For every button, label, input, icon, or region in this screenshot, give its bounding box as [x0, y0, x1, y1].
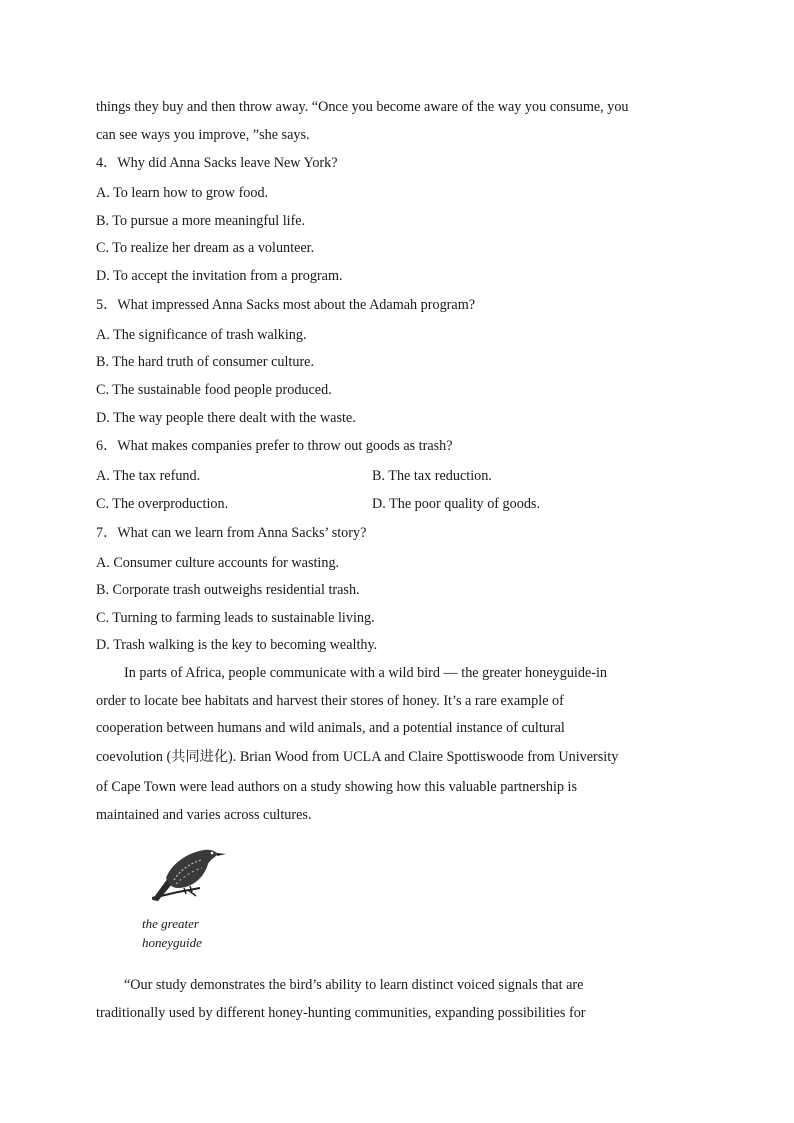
passage-line: can see ways you improve, ”she says. [96, 127, 310, 143]
answer-option: D. Trash walking is the key to becoming wealthy. [96, 637, 378, 653]
passage-line: order to locate bee habitats and harvest their stores of honey. It’s a rare example of [96, 693, 564, 709]
answer-option: C. Turning to farming leads to sustainable living. [96, 610, 375, 626]
passage-line: coevolution (共同进化). Brian Wood from UCLA and Claire Spottiswoode from University [96, 749, 619, 765]
answer-option: B. Corporate trash outweighs residential trash. [96, 582, 360, 598]
passage-line: In parts of Africa, people communicate with a wild bird — the greater honeyguide-in [124, 665, 608, 681]
figure-caption: the greater [142, 916, 199, 931]
answer-option: A. To learn how to grow food. [96, 185, 269, 201]
answer-option: B. The tax reduction. [372, 468, 492, 484]
figure-caption: honeyguide [142, 935, 202, 950]
passage-line: traditionally used by different honey-hunting communities, expanding possibilities for [96, 1005, 586, 1021]
answer-option: C. To realize her dream as a volunteer. [96, 240, 315, 256]
answer-option: C. The sustainable food people produced. [96, 382, 332, 398]
answer-option: D. The poor quality of goods. [372, 496, 540, 512]
answer-option: A. The tax refund. [96, 468, 201, 484]
passage-line: cooperation between humans and wild animals, and a potential instance of cultural [96, 720, 565, 736]
question-stem: 4．Why did Anna Sacks leave New York? [96, 155, 338, 171]
answer-option: D. The way people there dealt with the waste. [96, 410, 356, 426]
honeyguide-bird-illustration [138, 838, 228, 956]
answer-option: A. The significance of trash walking. [96, 327, 307, 343]
answer-option: D. To accept the invitation from a program. [96, 268, 343, 284]
answer-option: C. The overproduction. [96, 496, 229, 512]
answer-option: B. To pursue a more meaningful life. [96, 213, 306, 229]
passage-line: things they buy and then throw away. “Once you become aware of the way you consume, you [96, 99, 629, 115]
bird-icon [138, 838, 228, 918]
question-stem: 6．What makes companies prefer to throw out goods as trash? [96, 438, 453, 454]
passage-line: “Our study demonstrates the bird’s ability to learn distinct voiced signals that are [124, 977, 584, 993]
passage-line: maintained and varies across cultures. [96, 807, 312, 823]
question-stem: 5．What impressed Anna Sacks most about the Adamah program? [96, 297, 476, 313]
answer-option: A. Consumer culture accounts for wasting. [96, 555, 340, 571]
answer-option: B. The hard truth of consumer culture. [96, 354, 315, 370]
question-stem: 7．What can we learn from Anna Sacks’ story? [96, 525, 367, 541]
passage-line: of Cape Town were lead authors on a study showing how this valuable partnership is [96, 779, 578, 795]
